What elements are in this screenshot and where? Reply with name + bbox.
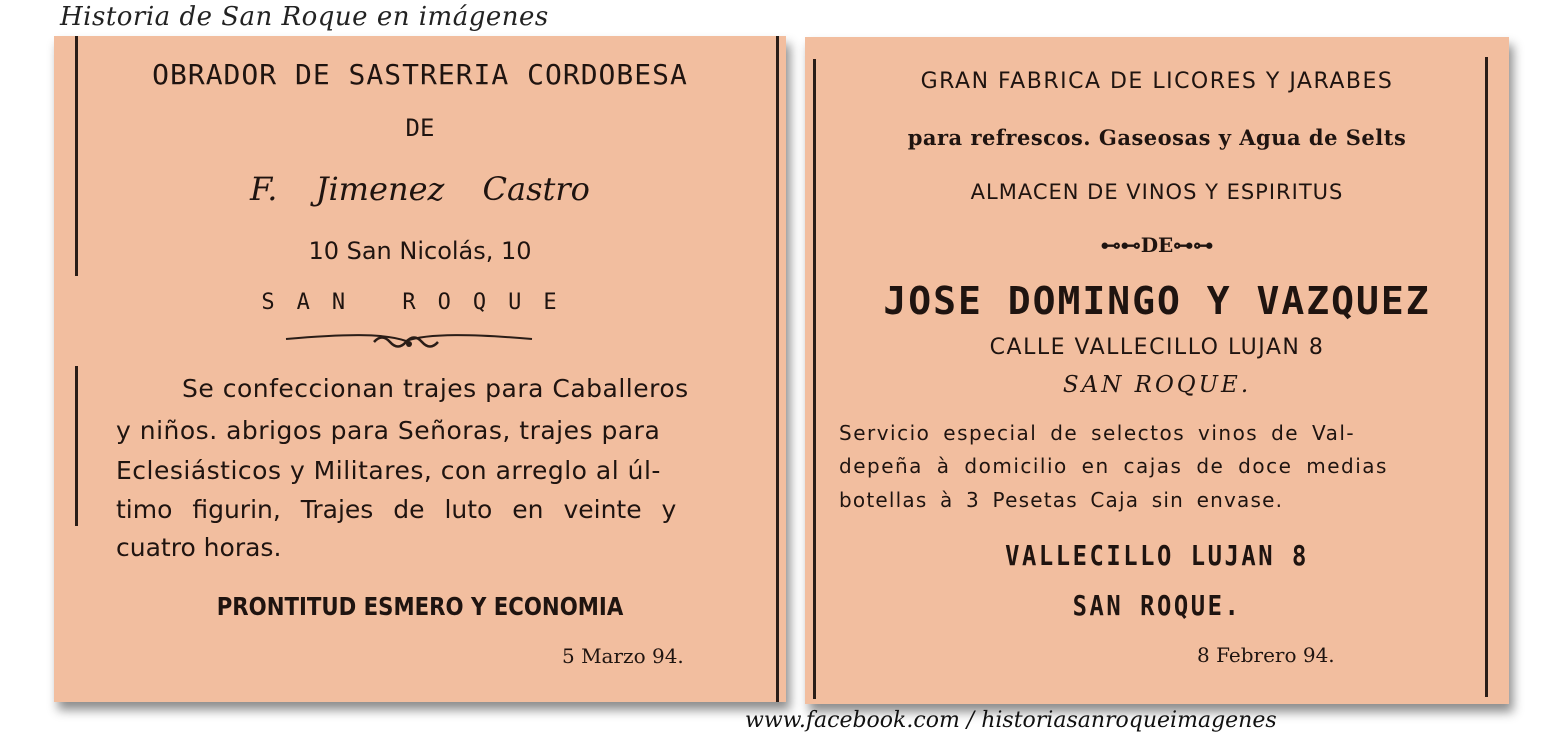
body-line: timo figurin, Trajes de luto en veinte y <box>116 495 677 524</box>
issue-date: 5 Marzo 94. <box>562 644 684 668</box>
body-line: cuatro horas. <box>116 533 282 562</box>
address: CALLE VALLECILLO LUJAN 8 <box>989 335 1325 360</box>
town: SAN ROQUE <box>261 290 579 315</box>
footer-url: www.facebook.com / historiasanroqueimagenes <box>745 708 1277 733</box>
town-repeat: SAN ROQUE. <box>1072 589 1242 622</box>
warehouse-line: ALMACEN DE VINOS Y ESPIRITUS <box>970 180 1344 204</box>
tailor-advertisement <box>54 36 786 702</box>
de-label: DE <box>1140 233 1174 257</box>
left-border-rule <box>75 366 78 526</box>
scroll-ornament-right: ⊶⊶ <box>1173 233 1214 257</box>
proprietor-name: JOSE DOMINGO Y VAZQUEZ <box>883 279 1431 323</box>
liquor-advertisement <box>805 37 1509 704</box>
issue-date: 8 Febrero 94. <box>1197 643 1335 667</box>
address: 10 San Nicolás, 10 <box>308 237 532 265</box>
town: SAN ROQUE. <box>1062 372 1252 398</box>
motto: PRONTITUD ESMERO Y ECONOMIA <box>216 592 624 621</box>
site-title: Historia de San Roque en imágenes <box>60 2 549 32</box>
body-line: Se confeccionan trajes para Caballeros <box>182 374 689 403</box>
de-label: DE <box>405 114 435 142</box>
ad-subheading: para refrescos. Gaseosas y Agua de Selts <box>907 125 1407 150</box>
ad-heading: OBRADOR DE SASTRERIA CORDOBESA <box>152 58 688 91</box>
ad-heading: GRAN FABRICA DE LICORES Y JARABES <box>920 69 1394 94</box>
de-ornament <box>805 233 1509 257</box>
body-line: Servicio especial de selectos vinos de Val- <box>839 421 1356 445</box>
body-line: Eclesiásticos y Militares, con arreglo al úl- <box>116 456 661 485</box>
scroll-ornament-left: ⊷⊷ <box>1100 233 1141 257</box>
body-line: depeña à domicilio en cajas de doce medias <box>839 454 1388 478</box>
proprietor-name: F. Jimenez Castro <box>250 170 590 208</box>
ornament-flourish <box>284 329 534 355</box>
body-line: botellas à 3 Pesetas Caja sin envase. <box>839 488 1284 512</box>
body-line: y niños. abrigos para Señoras, trajes para <box>116 416 661 445</box>
address-repeat: VALLECILLO LUJAN 8 <box>1005 539 1309 572</box>
